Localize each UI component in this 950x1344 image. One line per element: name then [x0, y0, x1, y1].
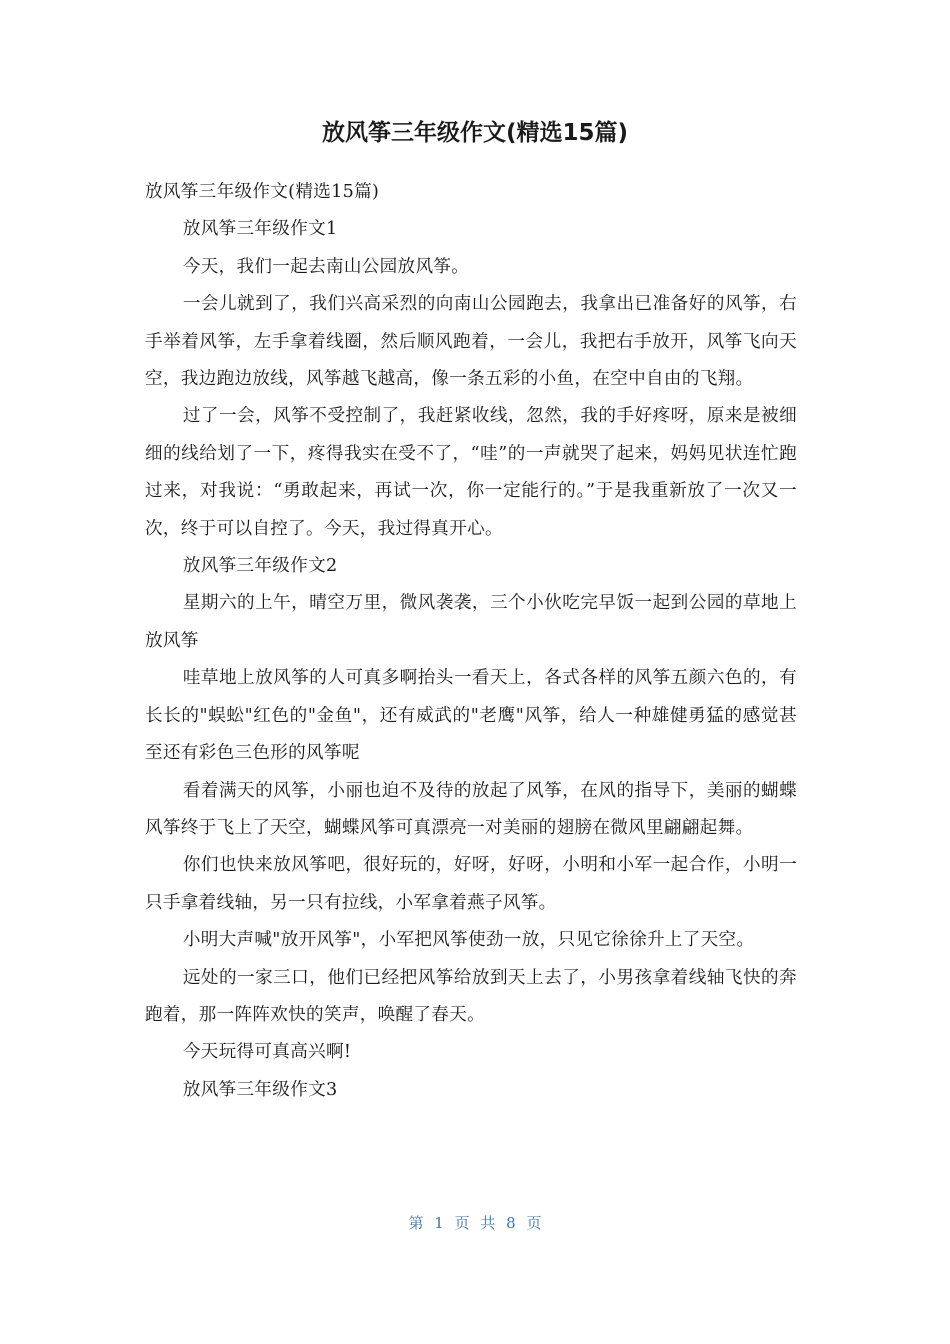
paragraph: 今天玩得可真高兴啊!: [182, 1042, 352, 1063]
paragraph: 放风筝三年级作文(精选15篇): [145, 182, 380, 202]
paragraph: 今天，我们一起去南山公园放风筝。: [182, 256, 470, 277]
section-heading: 放风筝三年级作文1: [182, 219, 338, 240]
paragraph: 小明大声喊"放开风筝"，小军把风筝使劲一放，只见它徐徐升上了天空。: [182, 930, 755, 951]
paragraph: 看着满天的风筝，小丽也迫不及待的放起了风筝，在风的指导下，美丽的蝴蝶风筝终于飞上了天空，蝴蝶风筝可真漂亮一对美丽的翅膀在微风里翩翩起舞。: [145, 780, 797, 838]
paragraph: 星期六的上午，晴空万里，微风袭袭，三个小伙吃完早饭一起到公园的草地上放风筝: [145, 593, 797, 651]
paragraph: 远处的一家三口，他们已经把风筝给放到天上去了，小男孩拿着线轴飞快的奔跑着，那一阵阵欢快的笑声，唤醒了春天。: [145, 967, 797, 1025]
paragraph: 过了一会，风筝不受控制了，我赶紧收线，忽然，我的手好疼呀，原来是被细细的线给划了一下，疼得我实在受不了，“哇”的一声就哭了起来，妈妈见状连忙跑过来，对我说：“勇敢起来，再试一次，你一定能行的。”于是我重新放了一次又一次，终于可以自控了。今天，我过得真开心。: [145, 406, 797, 539]
document-body: [145, 174, 797, 1109]
document-title: 放风筝三年级作文(精选15篇): [321, 120, 629, 146]
paragraph: 哇草地上放风筝的人可真多啊抬头一看天上，各式各样的风筝五颜六色的，有长长的"蜈蚣"红色的"金鱼"，还有威武的"老鹰"风筝，给人一种雄健勇猛的感觉甚至还有彩色三色形的风筝呢: [145, 668, 797, 764]
page-number: 第 1 页 共 8 页: [408, 1214, 542, 1232]
paragraph: 一会儿就到了，我们兴高采烈的向南山公园跑去，我拿出已准备好的风筝，右手举着风筝，左手拿着线圈，然后顺风跑着，一会儿，我把右手放开，风筝飞向天空，我边跑边放线，风筝越飞越高，像一条五彩的小鱼，在空中自由的飞翔。: [145, 294, 797, 390]
section-heading: 放风筝三年级作文2: [182, 556, 338, 577]
paragraph: 你们也快来放风筝吧，很好玩的，好呀，好呀，小明和小军一起合作，小明一只手拿着线轴，另一只有拉线，小军拿着燕子风筝。: [145, 855, 797, 913]
section-heading: 放风筝三年级作文3: [182, 1079, 338, 1100]
